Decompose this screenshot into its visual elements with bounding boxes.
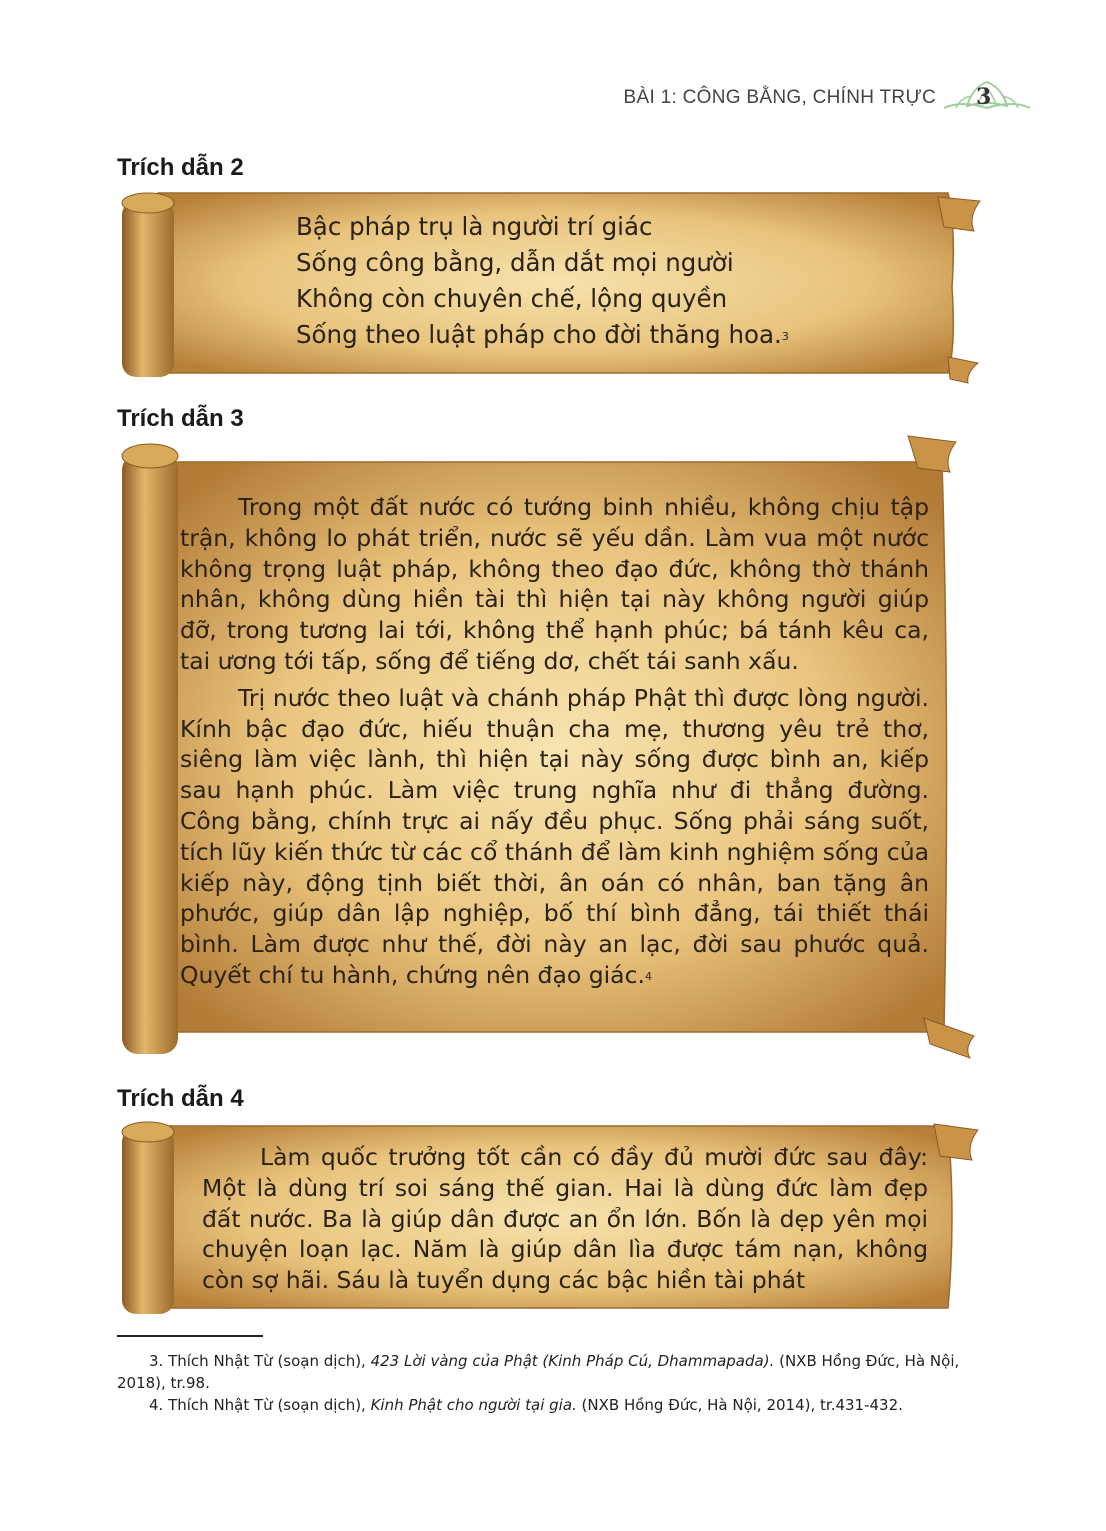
- footnote: [117, 1350, 997, 1394]
- parchment-scroll: [118, 187, 984, 385]
- quote-body: [180, 492, 929, 991]
- verse: [296, 209, 789, 353]
- chapter-title: BÀI 1: CÔNG BẰNG, CHÍNH TRỰC: [623, 87, 936, 108]
- parchment-scroll: [118, 432, 984, 1060]
- footnote-text: (NXB Hồng Đức, Hà Nội, 2018), tr.98.: [117, 1352, 960, 1392]
- quote-body: [202, 1142, 928, 1296]
- page-number: 3: [976, 84, 992, 110]
- verse-line: Bậc pháp trụ là người trí giác: [296, 212, 653, 241]
- paragraph-text: Trị nước theo luật và chánh pháp Phật thì được lòng người. Kính bậc đạo đức, hiếu thuận cha mẹ, thương yêu trẻ thơ, siêng làm việc lành, thì hiện tại này sống được bình an, kiếp sau hạnh phúc. Làm việc trung nghĩa như đi thẳng đường. Công bằng, chính trực ai nấy đều phục. Sống phải sáng suốt, tích lũy kiến thức từ các cổ thánh để làm kinh nghiệm sống của kiếp này, động tịnh biết thời, ân oán có nhân, ban tặng ân phước, giúp dân lập nghiệp, bố thí bình đẳng, tái thiết thái bình. Làm được như thế, đời này an lạc, đời sau phước quả. Quyết chí tu hành, chứng nên đạo giác.: [180, 683, 929, 989]
- section-heading: Trích dẫn 3: [117, 405, 244, 432]
- paragraph: Trong một đất nước có tướng binh nhiều, không chịu tập trận, không lo phát triển, nước sẽ yếu dần. Làm vua một nước không trọng luật pháp, không theo đạo đức, không thờ thánh nhân, không dùng hiền tài thì hiện tại này không người giúp đỡ, trong tương lai tới, không thể hạnh phúc; bá tánh kêu ca, tai ương tới tấp, sống để tiếng dơ, chết tái sanh xấu.: [180, 493, 929, 675]
- footnote-title: Kinh Phật cho người tại gia.: [370, 1396, 577, 1414]
- footnote-divider: [117, 1335, 263, 1337]
- footnote-text: 4. Thích Nhật Từ (soạn dịch),: [149, 1396, 371, 1414]
- paragraph: Làm quốc trưởng tốt cần có đầy đủ mười đức sau đây: Một là dùng trí soi sáng thế gian. Hai là dùng đức làm đẹp đất nước. Ba là giúp dân được an ổn lớn. Bốn là dẹp yên mọi chuyện loạn lạc. Năm là giúp dân lìa được tám nạn, không còn sợ hãi. Sáu là tuyển dụng các bậc hiền tài phát: [202, 1143, 928, 1295]
- footnote-title: 423 Lời vàng của Phật (Kinh Pháp Cú, Dhammapada).: [370, 1352, 775, 1370]
- section-heading: Trích dẫn 2: [117, 154, 244, 181]
- page-header: [624, 78, 1032, 118]
- footnote-text: (NXB Hồng Đức, Hà Nội, 2014), tr.431-432.: [576, 1396, 903, 1414]
- footnote-text: 3. Thích Nhật Từ (soạn dịch),: [149, 1352, 371, 1370]
- lotus-icon: [942, 78, 1032, 118]
- verse-line: Sống công bằng, dẫn dắt mọi người: [296, 248, 734, 277]
- paragraph: [180, 683, 929, 991]
- verse-line: [296, 317, 789, 353]
- footnote-ref: 3: [781, 330, 789, 343]
- verse-line: Không còn chuyên chế, lộng quyền: [296, 284, 728, 313]
- verse-line-text: Sống theo luật pháp cho đời thăng hoa.: [296, 320, 782, 349]
- footnote: [117, 1394, 997, 1416]
- parchment-scroll: [118, 1118, 984, 1318]
- footnotes: [117, 1350, 997, 1416]
- footnote-ref: 4: [644, 969, 652, 983]
- section-heading: Trích dẫn 4: [117, 1085, 244, 1112]
